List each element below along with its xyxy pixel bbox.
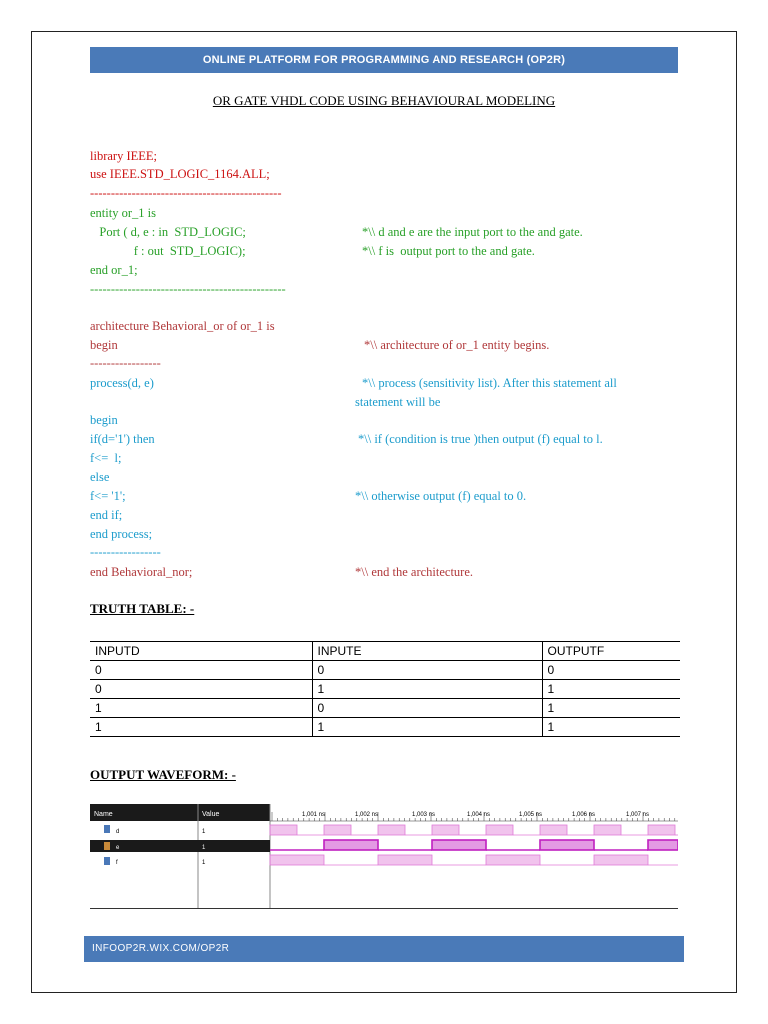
table-row [90, 661, 680, 680]
table-cell: 1 [90, 699, 312, 718]
truth-table-heading: TRUTH TABLE: - [90, 601, 195, 616]
code-comment: *\\ architecture of or_1 entity begins. [364, 338, 550, 352]
code-line: process(d, e) [90, 376, 154, 390]
signal-value: 1 [202, 829, 206, 835]
name-column-header[interactable]: Name [94, 811, 113, 818]
table-cell: 1 [542, 718, 680, 737]
pulse [486, 855, 540, 865]
code-line: entity or_1 is [90, 206, 156, 220]
code-comment: *\\ otherwise output (f) equal to 0. [355, 489, 527, 503]
signal-icon [104, 842, 110, 850]
time-label: 1,006 ns [572, 812, 596, 818]
waveform-viewer [90, 804, 678, 909]
pulse [378, 825, 405, 835]
code-line: else [90, 470, 110, 484]
code-line: begin [90, 413, 118, 427]
code-comment: *\\ f is output port to the and gate. [362, 244, 535, 258]
time-label: 1,003 ns [412, 812, 436, 818]
table-header-row [90, 642, 680, 661]
value-column-header[interactable]: Value [202, 811, 220, 818]
code-comment: *\\ end the architecture. [355, 565, 473, 579]
table-cell: 0 [90, 680, 312, 699]
column-header-bar [90, 804, 270, 821]
code-line: use IEEE.STD_LOGIC_1164.ALL; [90, 167, 270, 181]
header-banner: ONLINE PLATFORM FOR PROGRAMMING AND RESEARCH (OP2R) [90, 47, 678, 73]
code-line: end Behavioral_nor; [90, 565, 193, 579]
time-label: 1,007 ns [626, 812, 650, 818]
table-cell: 0 [90, 661, 312, 680]
pulse [648, 825, 675, 835]
signal-name: f [116, 860, 118, 866]
pulse [432, 825, 459, 835]
signal-icon [104, 857, 110, 865]
waveform-heading: OUTPUT WAVEFORM: - [90, 767, 236, 782]
pulse [270, 855, 324, 865]
time-label: 1,002 ns [355, 812, 379, 818]
pulse [324, 825, 351, 835]
table-header-cell: OUTPUTF [542, 642, 680, 661]
table-cell: 1 [312, 680, 542, 699]
code-separator: ----------------------------------------------- [90, 282, 286, 296]
code-line: f<= l; [90, 451, 122, 465]
table-cell: 0 [542, 661, 680, 680]
pulse [648, 840, 678, 850]
code-line: Port ( d, e : in STD_LOGIC; [90, 225, 246, 239]
signal-name: d [116, 829, 120, 835]
signal-value: 1 [202, 845, 206, 851]
pulse [594, 825, 621, 835]
document-title: OR GATE VHDL CODE USING BEHAVIOURAL MODELING [212, 93, 556, 108]
code-line: begin [90, 338, 118, 352]
footer-banner: INFOOP2R.WIX.COM/OP2R [84, 936, 684, 962]
table-row [90, 699, 680, 718]
pulse [540, 825, 567, 835]
code-line: end or_1; [90, 263, 138, 277]
pulse [594, 855, 648, 865]
signal-value: 1 [202, 860, 206, 866]
pulse [324, 840, 378, 850]
code-comment: *\\ d and e are the input port to the and gate. [362, 225, 583, 239]
signal-icon [104, 825, 110, 833]
table-cell: 1 [312, 718, 542, 737]
waveform-svg [90, 804, 678, 908]
code-separator: ----------------- [90, 545, 161, 559]
truth-table [90, 641, 680, 737]
code-line: end process; [90, 527, 153, 541]
time-label: 1,004 ns [467, 812, 491, 818]
code-line: architecture Behavioral_or of or_1 is [90, 319, 275, 333]
code-separator: ---------------------------------------------- [90, 186, 282, 200]
table-cell: 1 [542, 680, 680, 699]
time-label: 1,005 ns [519, 812, 543, 818]
table-header-cell: INPUTE [312, 642, 542, 661]
signal-name: e [116, 845, 120, 851]
code-comment: *\\ if (condition is true )then output (f) equal to l. [358, 432, 603, 446]
code-line: f<= '1'; [90, 489, 126, 503]
pulse [432, 840, 486, 850]
code-line: if(d='1') then [90, 432, 155, 446]
code-comment: *\\ process (sensitivity list). After this statement all [362, 376, 617, 390]
table-cell: 0 [312, 699, 542, 718]
table-row [90, 680, 680, 699]
pulse [270, 825, 297, 835]
time-label: 1,001 ns [302, 812, 326, 818]
code-line: library IEEE; [90, 149, 157, 163]
table-cell: 1 [90, 718, 312, 737]
code-comment: statement will be [355, 395, 441, 409]
code-separator: ----------------- [90, 356, 161, 370]
table-row [90, 718, 680, 737]
table-header-cell: INPUTD [90, 642, 312, 661]
table-cell: 1 [542, 699, 680, 718]
table-cell: 0 [312, 661, 542, 680]
pulse [378, 855, 432, 865]
code-line: end if; [90, 508, 123, 522]
pulse [486, 825, 513, 835]
pulse [540, 840, 594, 850]
code-line: f : out STD_LOGIC); [90, 244, 246, 258]
